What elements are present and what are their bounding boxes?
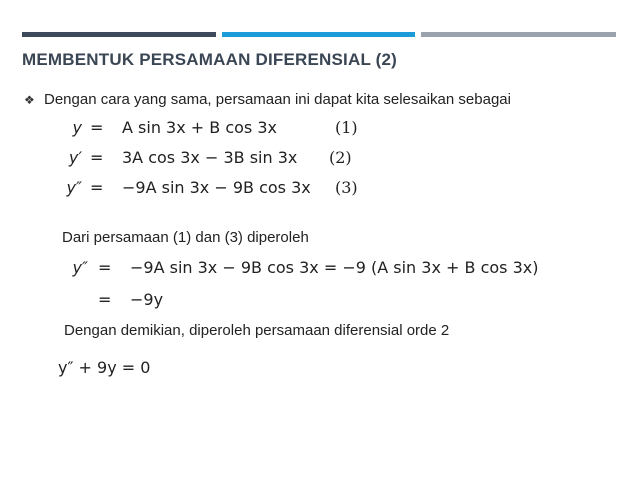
equation-lhs: y	[72, 118, 82, 137]
equation-system	[52, 118, 392, 208]
equals-sign: =	[90, 178, 104, 197]
equation-number: (2)	[329, 148, 352, 167]
conclusion-text: Dengan demikian, diperoleh persamaan diferensial orde 2	[64, 322, 450, 339]
bullet-text: Dengan cara yang sama, persamaan ini dapat kita selesaikan sebagai	[44, 91, 511, 108]
header-accent-bar-dark	[22, 32, 216, 37]
derivation-row-2	[58, 290, 578, 322]
equation-lhs: y′	[68, 148, 82, 167]
derivation-lhs: y″	[72, 258, 88, 277]
from-equations-text: Dari persamaan (1) dan (3) diperoleh	[62, 229, 309, 246]
equation-row-2	[52, 148, 392, 178]
equation-number: (1)	[335, 118, 358, 137]
equation-lhs: y″	[66, 178, 82, 197]
equation-number: (3)	[335, 178, 358, 197]
equation-row-3	[52, 178, 392, 208]
equals-sign: =	[90, 148, 104, 167]
derivation-rhs: −9A sin 3x − 9B cos 3x = −9 (A sin 3x + B cos 3x)	[130, 258, 539, 277]
final-equation: y″ + 9y = 0	[58, 358, 151, 377]
header-accent-bar-blue	[222, 32, 415, 37]
derivation-row-1	[58, 258, 578, 290]
equation-rhs: A sin 3x + B cos 3x	[122, 118, 277, 137]
header-accent-bar-gray	[421, 32, 616, 37]
equals-sign: =	[98, 290, 112, 309]
bullet-paragraph	[24, 91, 511, 108]
derivation-rhs: −9y	[130, 290, 164, 309]
equation-rhs: 3A cos 3x − 3B sin 3x	[122, 148, 298, 167]
equation-row-1	[52, 118, 392, 148]
diamond-bullet-icon: ❖	[24, 93, 35, 107]
equation-rhs: −9A sin 3x − 9B cos 3x	[122, 178, 311, 197]
slide-title: MEMBENTUK PERSAMAAN DIFERENSIAL (2)	[22, 50, 398, 69]
equals-sign: =	[90, 118, 104, 137]
equals-sign: =	[98, 258, 112, 277]
derivation-block	[58, 258, 578, 322]
